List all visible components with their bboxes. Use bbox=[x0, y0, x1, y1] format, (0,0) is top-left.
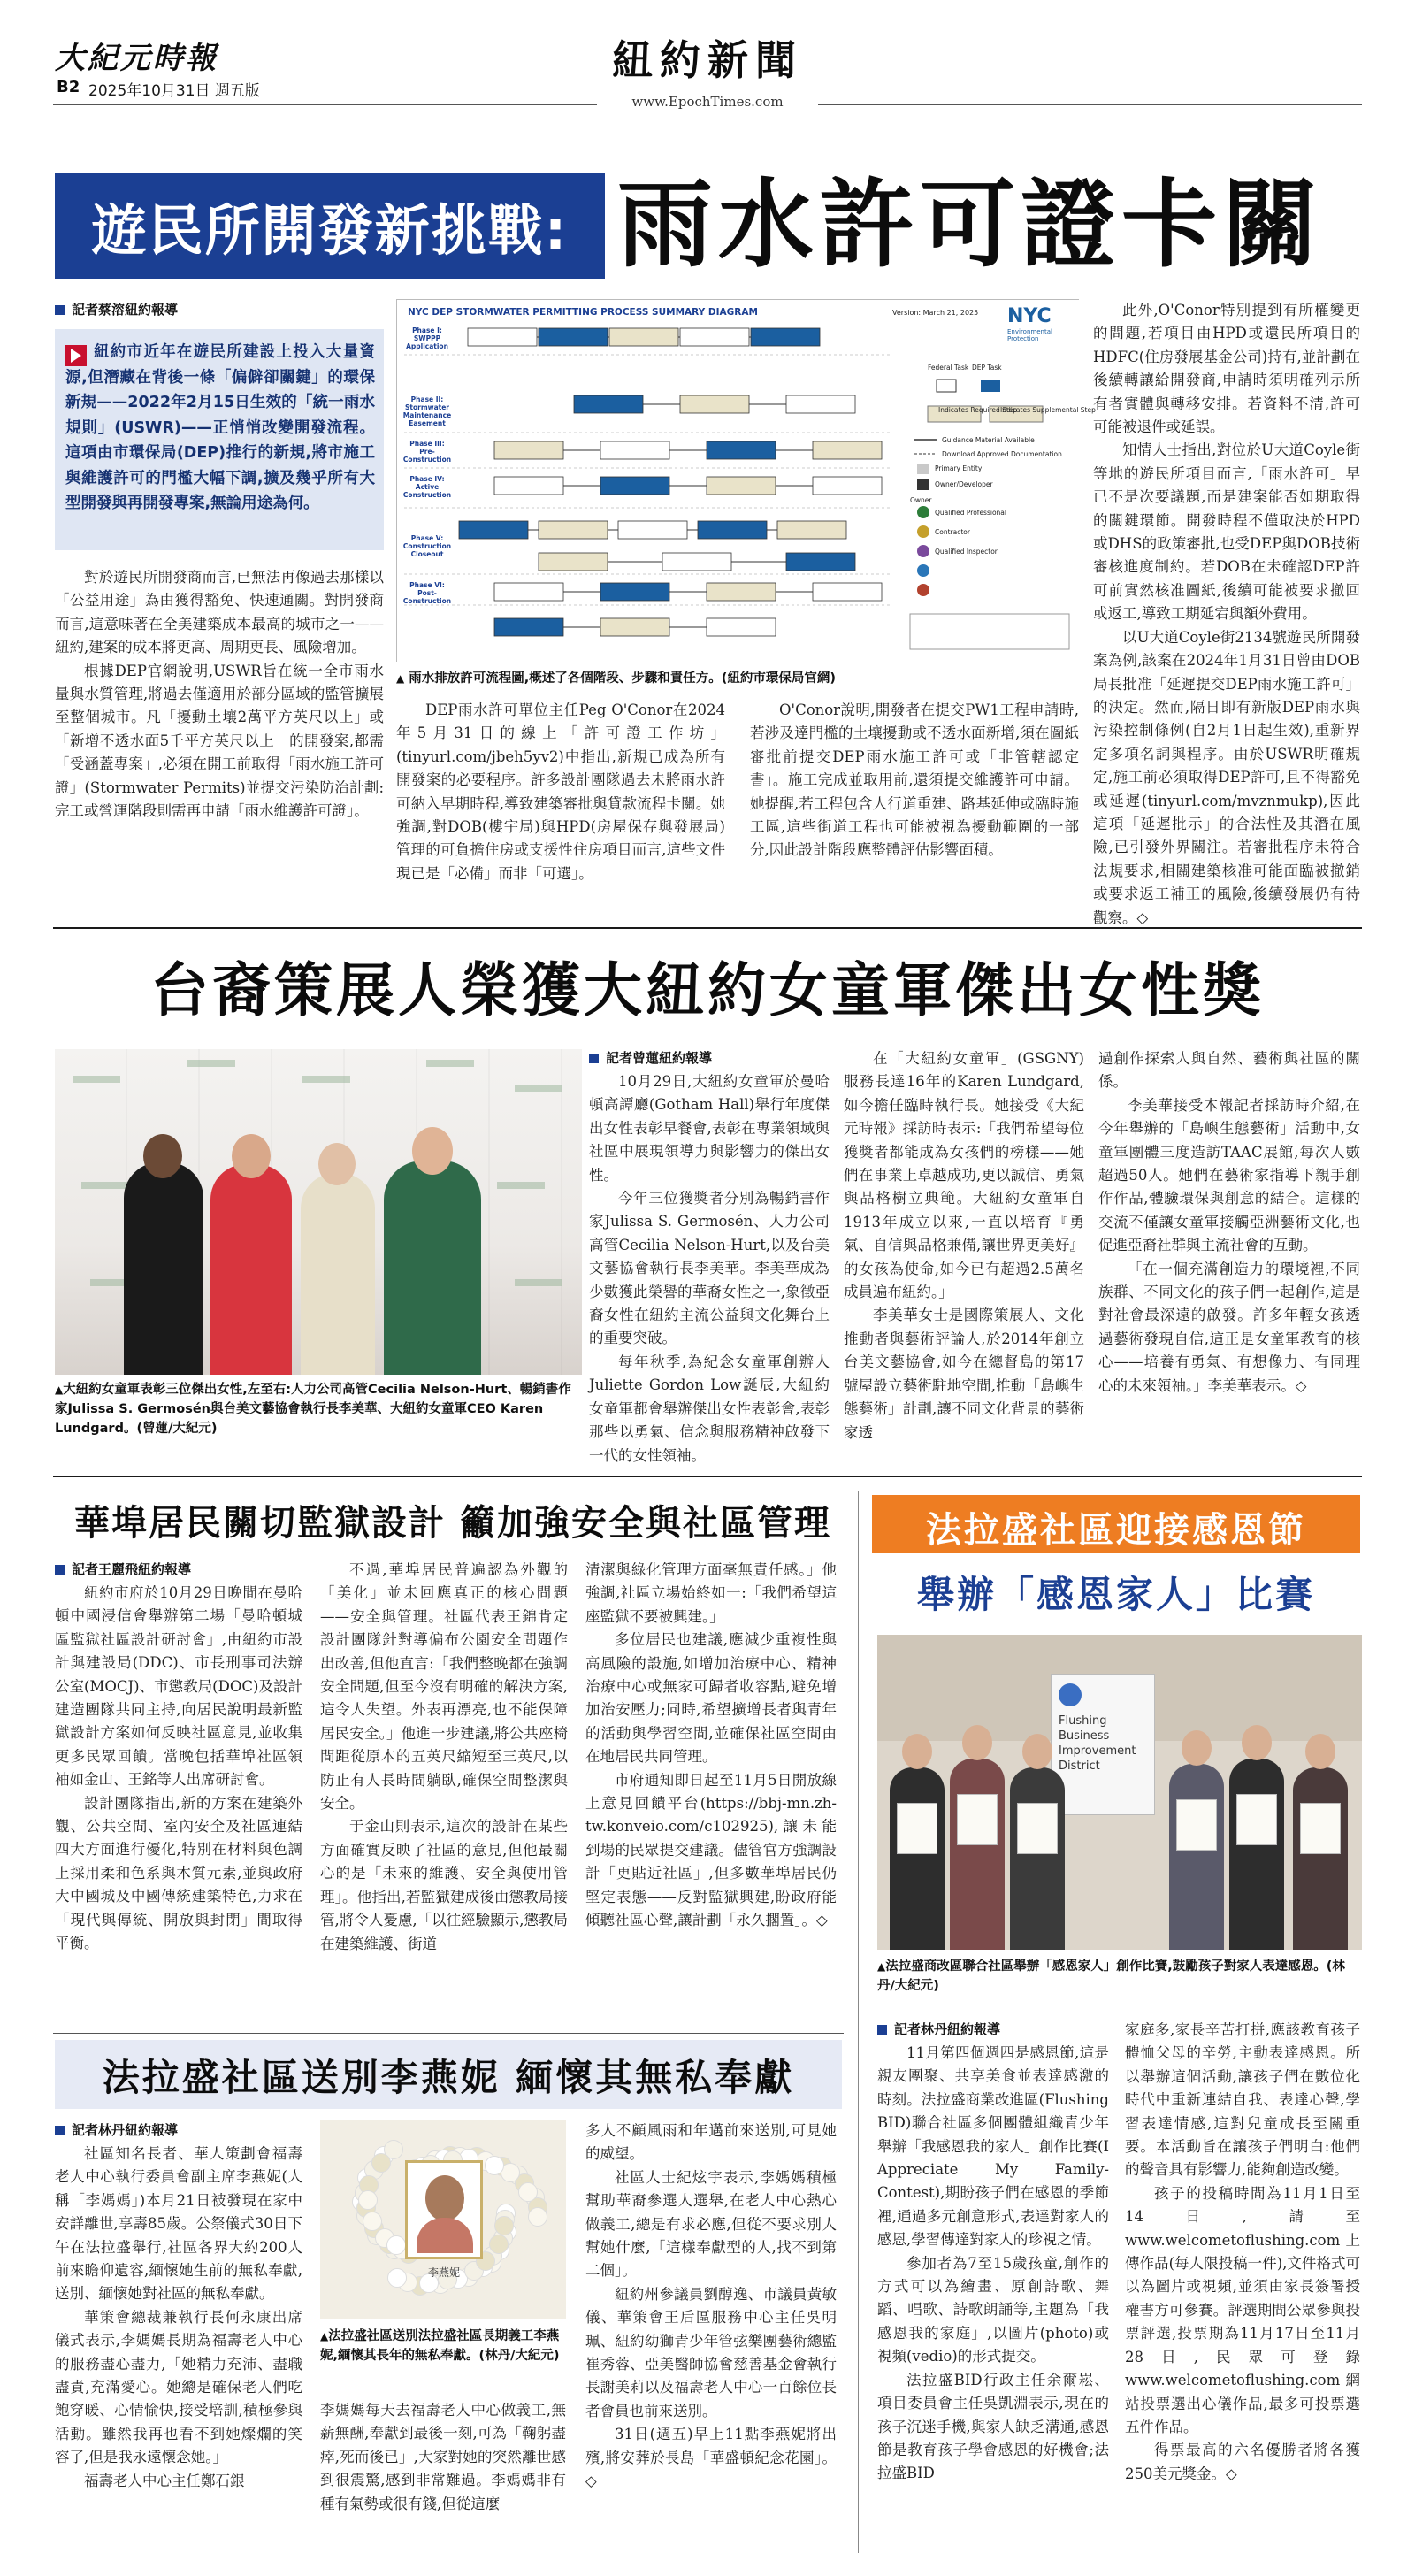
diagram-step-box bbox=[813, 441, 882, 459]
a4-byline: 記者林丹紐約報導 bbox=[55, 2120, 178, 2141]
certificate bbox=[1236, 1794, 1277, 1845]
person-silhouette bbox=[301, 1173, 375, 1375]
diagram-step-box bbox=[609, 328, 678, 346]
person-head bbox=[232, 1134, 271, 1178]
a3-col1: 紐約市府於10月29日晚間在曼哈頓中國浸信會舉辦第二場「曼哈頓城區監獄社區設計研討會」,由紐約市設計與建設局(DDC)、市長刑事司法辦公室(MOCJ)、市懲教局(DOC)及設計建造團隊共同主持,向居民說明最新監獄設計方案如何反映社區意見,並收集更多民眾回饋。當晚包括華埠社區領袖如金山、王銘等人出席研討會。 設計團隊指出,新的方案在建築外觀、公共空間、室內安全及社區連結四大方面進行優化,特別在材料與色調上採用柔和色系與木質元素,並與政府大中國城及中國傳統建築特色,力求在「現代與傳統、開放與封閉」間取得平衡。 bbox=[55, 1584, 302, 1952]
a4-col1: 社區知名長者、華人策劃會福壽老人中心執行委員會副主席李燕妮(人稱「李媽媽」)本月21日被發現在家中安詳離世,享壽85歲。公祭儀式30日下午在法拉盛舉行,社區各界大約200人前來瞻仰遺容,緬懷她生前的無私奉獻,送別、緬懷她對社區的無私奉獻。 華策會總裁兼執行長何永康出席儀式表示,李媽媽長期為福壽老人中心的服務盡心盡力,「她精力充沛、盡職盡責,充滿愛心。她總是確保老人們吃飽穿暖、心情愉快,接受培訓,積極參與活動。雖然我再也看不到她燦爛的笑容了,但是我永遠懷念她。」 福壽老人中心主任鄭石銀 bbox=[55, 2145, 302, 2489]
diagram-phase-label: Phase VI: Post-Construction bbox=[402, 581, 452, 605]
a1-lede: 紐約市近年在遊民所建設上投入大量資源,但潛藏在背後一條「偏僻卻關鍵」的環保新規——2022年2月15日生效的「統一雨水規則」(USWR)——正悄悄改變開發流程。這項由市環保局(DEP)推行的新規,將市施工與維護許可的門檻大幅下調,擴及幾乎所有大型開發與再開發專案,無論用途為何。 bbox=[65, 343, 375, 512]
person-silhouette bbox=[950, 1759, 1005, 1950]
diagram-step-box bbox=[539, 328, 608, 346]
diagram-step-box bbox=[539, 521, 608, 539]
backdrop-logo-mark bbox=[73, 1076, 120, 1083]
person-head bbox=[1305, 1734, 1335, 1769]
site-url[interactable]: www.EpochTimes.com bbox=[631, 94, 784, 110]
diagram-step-box bbox=[813, 583, 882, 601]
diagram-step-box bbox=[707, 618, 776, 636]
bid-banner bbox=[1051, 1674, 1155, 1815]
person-head bbox=[318, 1143, 356, 1185]
diagram-step-box bbox=[813, 477, 882, 494]
diagram-legend-label: Owner/Developer bbox=[935, 480, 993, 488]
dep-logo-text: Environmental Protection bbox=[1007, 328, 1052, 342]
flower-decoration bbox=[371, 2153, 391, 2173]
a1-lede-box bbox=[55, 329, 384, 550]
certificate bbox=[897, 1803, 937, 1854]
memorial-portrait bbox=[405, 2160, 483, 2259]
a4-col3: 多人不顧風雨和年邁前來送別,可見她的威望。 社區人士紀炫宇表示,李媽媽積極幫助華裔參選人選舉,在老人中心熱心做義工,總是有求必應,但從不要求別人幫她什麼,「這樣奉獻型的人,找不到第二個」。 紐約州參議員劉醇逸、市議員黃敏儀、華策會王后區服務中心主任吳明珮、紐約幼獅青少年管弦樂團藝術總監崔秀蓉、亞美醫師協會慈善基金會執行長謝美莉以及福壽老人中心一百餘位長者會員也前來送別。 31日(週五)早上11點李燕妮將出殯,將安葬於長島「華盛頓紀念花園」。◇ bbox=[585, 2122, 837, 2490]
nyc-logo: NYC bbox=[1007, 305, 1052, 327]
section-title: 紐約新聞 bbox=[612, 36, 803, 84]
newspaper-logo: 大紀元時報 bbox=[55, 41, 218, 76]
flower-decoration bbox=[485, 2156, 504, 2175]
a1-byline: 記者蔡溶紐約報導 bbox=[55, 299, 178, 320]
diagram-step-box bbox=[786, 553, 855, 571]
a1-col4: 此外,O'Conor特別提到有所權變更的問題,若項目由HPD或還民所項目的HDFC(住房發展基金公司)持有,並計劃在後續轉讓給開發商,申請時須明確列示所有者實體與轉移安排。若資料不清,許可可能被退件或延誤。 知情人士指出,對位於U大道Coyle街等地的遊民所項目而言,「雨水許可」早已不是次要議題,而是建案能否如期取得的關鍵環節。開發時程不僅取決於HPD或DHS的政策審批,也受DEP與DOB技術審核進度制約。若DOB在未確認DEP許可前實然核准圖紙,後續可能被要求撤回或返工,導致工期延宕與額外費用。 以U大道Coyle街2134號遊民所開發案為例,該案在2024年1月31日曾由DOB局長批准「延遲提交DEP雨水施工許可」的決定。然而,隔日即有新版DEP雨水與污染控制條例(自2月1日起生效),重新界定多項名詞與程序。由於USWR明確規定,施工前必須取得DEP許可,且不得豁免或延遲(tinyurl.com/mvznmukp),因此這項「延遲批示」的合法性及其潛在風險,已引發外界關注。若審批程序未符合法規要求,相關建築核准可能面臨被撤銷或要求返工補正的風險,後續發展仍有待觀察。◇ bbox=[1093, 302, 1360, 926]
flower-decoration bbox=[494, 2216, 514, 2235]
backdrop-logo-mark bbox=[302, 1076, 350, 1083]
a1-col1: 對於遊民所開發商而言,已無法再像過去那樣以「公益用途」為由獲得豁免、快速通關。對開發商而言,這意味著在全美建築成本最高的城市之一——紐約,建案的成本將更高、周期更長、風險增加。 根據DEP官網說明,USWR旨在統一全市雨水量與水質管理,將過去僅適用於部分區域的監管擴展至整個城市。凡「擾動土壤2萬平方英尺以上」或「新增不透水面5千平方英尺以上」的開發案,都需「受涵蓋專案」,必須在開工前取得「雨水施工許可證」(Stormwater Permits)並提交污染防治計劃:完工或營運階段則需再申請「雨水維護許可證」。 bbox=[55, 569, 384, 820]
flower-decoration bbox=[528, 2207, 547, 2227]
a5-caption: ▲法拉盛商改區聯合社區舉辦「感恩家人」創作比賽,鼓勵孩子對家人表達感恩。(林丹/大紀元) bbox=[877, 1959, 1345, 1993]
diagram-step-box bbox=[680, 395, 749, 413]
diagram-legend-label: Indicates Required Step bbox=[938, 406, 1018, 414]
person-silhouette bbox=[890, 1767, 945, 1950]
backdrop-logo-mark bbox=[515, 1085, 562, 1092]
a2-photo bbox=[55, 1049, 582, 1375]
banner-text: District bbox=[1059, 1760, 1100, 1773]
diagram-step-box bbox=[698, 521, 767, 539]
diagram-step-box bbox=[494, 583, 563, 601]
diagram-version: Version: March 21, 2025 bbox=[892, 309, 979, 317]
a2-col3: 過創作探索人與自然、藝術與社區的關係。 李美華接受本報記者採訪時介紹,在今年舉辦的「島嶼生態藝術」活動中,女童軍團體三度造訪TAAC展館,每次人數超過50人。她們在藝術家指導下親手創作作品,體驗環保與創意的結合。這樣的交流不僅讓女童軍接觸亞洲藝術文化,也促進亞裔社群與主流社會的互動。 「在一個充滿創造力的環境裡,不同族群、不同文化的孩子們一起創作,這是對社會最深遠的啟發。許多年輕女孩透過藝術發現自信,這正是女童軍教育的核心——培養有勇氣、有想像力、有同理心的未來領袖。」李美華表示。◇ bbox=[1098, 1050, 1360, 1394]
person-head bbox=[1182, 1730, 1212, 1766]
diagram-step-box bbox=[786, 395, 855, 413]
person-silhouette bbox=[124, 1162, 203, 1375]
diagram-step-box bbox=[459, 521, 528, 539]
banner-text: Flushing bbox=[1059, 1714, 1107, 1728]
certificate bbox=[1017, 1803, 1058, 1854]
backdrop-logo-mark bbox=[81, 1182, 129, 1189]
diagram-step-box bbox=[618, 521, 687, 539]
diagram-legend-label: Qualified Professional bbox=[935, 509, 1006, 517]
person-head bbox=[1242, 1725, 1272, 1760]
issue-date: 2025年10月31日 週五版 bbox=[88, 82, 260, 100]
a3-col2: 不過,華埠居民普遍認為外觀的「美化」並未回應真正的核心問題——安全與管理。社區代表王錦肯定設計團隊針對導偏布公園安全問題作出改善,但他直言:「我們整晚都在強調安全問題,但至今沒有明確的解決方案,這令人失望。外表再漂亮,也不能保障居民安全。」他進一步建議,將公共座椅間距從原本的五英尺縮短至三英尺,以防止有人長時間躺臥,確保空間整潔與安全。 于金山則表示,這次的設計在某些方面確實反映了社區的意見,但他最關心的是「未來的維護、安全與使用管理」。他指出,若監獄建成後由懲教局接管,將令人憂慮,「以往經驗顯示,懲教局在建築維護、街道 bbox=[320, 1561, 568, 1952]
diagram-step-box bbox=[680, 328, 749, 346]
diagram-step-box bbox=[707, 477, 776, 494]
diagram-step-box bbox=[494, 441, 563, 459]
person-head bbox=[143, 1134, 182, 1178]
a2-caption: ▲大紐約女童軍表彰三位傑出女性,左至右:人力公司高管Cecilia Nelson-Hurt、暢銷書作家Julissa S. Germosén與台美文藝協會執行長李美華、大紐約女童軍CEO Karen Lundgard。(曾蓮/大紀元) bbox=[55, 1383, 571, 1436]
diagram-step-box bbox=[600, 477, 669, 494]
a2-col1: 10月29日,大紐約女童軍於曼哈頓高譚廳(Gotham Hall)舉行年度傑出女性表彰早餐會,表彰在專業領域與社區中展現領導力與影響力的傑出女性。 今年三位獲獎者分別為暢銷書作家Julissa S. Germosén、人力公司高管Cecilia Nelson-Hurt,以及台美文藝協會執行長李美華。李美華成為少數獲此榮譽的華裔女性之一,象徵亞裔女性在紐約主流公益與文化舞台上的重要突破。 每年秋季,為紀念女童軍創辦人Juliette Gordon Low誕辰,大紐約女童軍都會舉辦傑出女性表彰會,表彰那些以勇氣、信念與服務精神啟發下一代的女性領袖。 bbox=[589, 1073, 830, 1464]
diagram-step-box bbox=[574, 395, 643, 413]
a2-col2: 在「大紐約女童軍」(GSGNY)服務長達16年的Karen Lundgard,如今擔任臨時執行長。她接受《大紀元時報》採訪時表示:「我們希望每位獲獎者都能成為女孩們的榜樣——她們在事業上卓越成功,更以誠信、勇氣與品格樹立典範。大紐約女童軍自1913年成立以來,一直以培育『勇氣、自信與品格兼備,讓世界更美好』的女孩為使命,如今已有超過2.5萬名成員遍布紐約。」 李美華女士是國際策展人、文化推動者與藝術評論人,於2014年創立台美文藝協會,如今在總督島的第17號屋設立藝術駐地空間,推動「島嶼生態藝術」計劃,讓不同文化背景的藝術家透 bbox=[844, 1050, 1084, 1441]
diagram-step-box bbox=[662, 553, 731, 571]
a5-col1: 11月第四個週四是感恩節,這是親友團聚、共享美食並表達感激的時刻。法拉盛商業改進區(Flushing BID)聯合社區多個團體組織青少年舉辦「我感恩我的家人」創作比賽(I Appreciate My Family-Contest),期盼孩子們在感恩的季節裡,通過多元創意形式,表達對家人的感恩,學習傳達對家人的珍視之情。 參加者為7至15歲孩童,創作的方式可以為繪畫、原創詩歌、舞蹈、唱歌、詩歌朗誦等,主題為「我感恩我的家庭」,以圖片(photo)或視頻(vedio)的形式提交。 法拉盛BID行政主任余爾崧、項目委員會主任吳凱淵表示,現在的孩子沉迷手機,與家人缺乏溝通,感恩節是教育孩子學會感恩的好機會;法拉盛BID bbox=[877, 2044, 1109, 2482]
a1-col2: DEP雨水許可單位主任Peg O'Conor在2024年5月31日的線上「許可證工作坊」(tinyurl.com/jbeh5yv2)中指出,新規已成為所有開發案的必要程序。許多設計團隊過去未將雨水許可納入早期時程,導致建築審批與貸款流程卡關。她強調,對DOB(樓宇局)與HPD(房屋保存與發展局)管理的可負擔住房或支援性住房項目而言,這些文件現已是「必備」而非「可選」。 bbox=[396, 702, 725, 882]
person-silhouette bbox=[1229, 1759, 1284, 1950]
person-head bbox=[902, 1734, 932, 1769]
stormwater-diagram bbox=[396, 299, 1096, 662]
diagram-phase-label: Phase II: Stormwater Maintenance Easement bbox=[402, 395, 452, 427]
person-silhouette bbox=[1010, 1767, 1065, 1950]
backdrop-logo-mark bbox=[187, 1060, 235, 1067]
flower-decoration bbox=[358, 2190, 378, 2210]
a1-headline-left: 遊民所開發新挑戰: bbox=[91, 197, 569, 263]
memorial-name: 李燕妮 bbox=[427, 2266, 460, 2279]
a1-headline-box bbox=[55, 172, 605, 279]
a5-headline-band bbox=[872, 1495, 1360, 1553]
diagram-step-box bbox=[707, 583, 776, 601]
flower-decoration bbox=[363, 2212, 382, 2231]
a4-photo bbox=[320, 2120, 566, 2319]
diagram-title: NYC DEP STORMWATER PERMITTING PROCESS SUMMARY DIAGRAM bbox=[408, 307, 758, 318]
certificate bbox=[1300, 1803, 1341, 1854]
a4-headline: 法拉盛社區送別李燕妮 緬懷其無私奉獻 bbox=[102, 2056, 795, 2099]
certificate bbox=[1176, 1799, 1217, 1851]
person-head bbox=[412, 1127, 453, 1175]
a1-caption: ▲ 雨水排放許可流程圖,概述了各個階段、步驟和責任方。(紐約市環保局官網) bbox=[396, 671, 837, 686]
diagram-legend-label: Guidance Material Available bbox=[942, 436, 1035, 444]
a5-headline-2: 舉辦「感恩家人」比賽 bbox=[916, 1573, 1315, 1616]
diagram-legend-label: Indicates Supplemental Step bbox=[1000, 406, 1096, 414]
backdrop-logo-mark bbox=[426, 1060, 474, 1067]
diagram-step-box bbox=[600, 618, 669, 636]
person-silhouette bbox=[384, 1161, 481, 1375]
diagram-step-box bbox=[600, 441, 669, 459]
a1-headline-right: 雨水許可證卡關 bbox=[617, 170, 1324, 280]
person-head bbox=[1022, 1734, 1052, 1769]
a1-col3: O'Conor說明,開發者在提交PW1工程申請時,若涉及達門檻的土壤擾動或不透水面新增,須在圖紙審批前提交DEP雨水施工許可或「非管轄認定書」。施工完成並取用前,還須提交維護許可申請。她提醒,若工程包含人行道重建、路基延伸或臨時施工區,這些街道工程也可能被視為擾動範圍的一部分,因此設計階段應整體評估影響面積。 bbox=[750, 702, 1079, 859]
diagram-step-box bbox=[777, 521, 846, 539]
a5-photo bbox=[877, 1635, 1362, 1950]
banner-text: Improvement bbox=[1059, 1744, 1136, 1758]
person-silhouette bbox=[1169, 1764, 1224, 1950]
a5-headline-1: 法拉盛社區迎接感恩節 bbox=[926, 1510, 1306, 1551]
diagram-step-box bbox=[494, 477, 563, 494]
a5-byline: 記者林丹紐約報導 bbox=[877, 2019, 1000, 2040]
diagram-step-box bbox=[468, 328, 537, 346]
a5-col2: 家庭多,家長辛苦打拼,應該教育孩子體恤父母的辛勞,主動表達感恩。所以舉辦這個活動,讓孩子們在數位化時代中重新連結自我、表達心聲,學習表達情感,這對兒童成長至關重要。本活動旨在讓孩子們明白:他們的聲音具有影響力,能夠創造改變。 孩子的投稿時間為11月1日至14日,請至www.welcometoflushing.com上傳作品(每人限投稿一件),文件格式可以為圖片或視頻,並須由家長簽署授權書方可參賽。評選期間公眾參與投票評選,投票期為11月17日至11月28日,民眾可登錄www.welcometoflushing.com網站投票選出心儀作品,最多可投票選五件作品。 得票最高的六名優勝者將各獲250美元獎金。◇ bbox=[1125, 2021, 1360, 2482]
diagram-legend-label: Contractor bbox=[935, 528, 970, 536]
diagram-step-box bbox=[539, 553, 608, 571]
backdrop-logo-mark bbox=[497, 1182, 545, 1189]
diagram-legend-label: Download Approved Documentation bbox=[942, 450, 1062, 458]
a4-headline-band bbox=[55, 2040, 842, 2109]
diagram-step-box bbox=[600, 583, 669, 601]
page-number: B2 bbox=[57, 78, 80, 96]
diagram-phase-label: Phase I: SWPPP Application bbox=[406, 326, 448, 350]
a3-col3: 清潔與綠化管理方面毫無責任感。」他強調,社區立場始終如一:「我們希望這座監獄不要被興建。」 多位居民也建議,應減少重複性與高風險的設施,如增加治療中心、精神治療中心或無家可歸者收容點,避免增加治安壓力;同時,希望擴增長者與青年的活動與學習空間,並確保社區空間由在地居民共同管理。 市府通知即日起至11月5日開放線上意見回饋平台(https://bbj-mn.zh-tw.konveio.com/c102925),讓未能到場的民眾提交建議。儘管官方強調設計「更貼近社區」,但多數華埠居民仍堅定表態——反對監獄興建,盼政府能傾聽社區心聲,讓計劃「永久擱置」。◇ bbox=[585, 1561, 837, 1929]
a4-col2: 李媽媽每天去福壽老人中心做義工,無薪無酬,奉獻到最後一刻,可為「鞠躬盡瘁,死而後已」,大家對她的突然離世感到很震驚,感到非常難過。李媽媽非有種有氣勢或很有錢,但從這麼 bbox=[320, 2402, 566, 2512]
diagram-step-box bbox=[494, 618, 563, 636]
diagram-phase-label: Phase IV: Active Construction bbox=[402, 475, 452, 499]
diagram-phase-label: Phase V: Construction Closeout bbox=[402, 534, 452, 558]
a3-headline: 華埠居民關切監獄設計 籲加強安全與社區管理 bbox=[74, 1503, 831, 1544]
person-head bbox=[962, 1725, 992, 1760]
person-silhouette bbox=[210, 1164, 292, 1375]
diagram-legend-label: Federal Task bbox=[928, 364, 969, 372]
diagram-legend-label: Primary Entity bbox=[935, 464, 983, 472]
a2-headline: 台裔策展人榮獲大紐約女童軍傑出女性獎 bbox=[150, 956, 1265, 1024]
a4-caption: ▲法拉盛社區送別法拉盛社區長期義工李燕妮,緬懷其長年的無私奉獻。(林丹/大紀元) bbox=[320, 2329, 560, 2363]
diagram-legend-label: Qualified Inspector bbox=[935, 548, 998, 556]
certificate bbox=[957, 1794, 998, 1845]
diagram-phase-label: Phase III: Pre-Construction bbox=[402, 440, 452, 464]
diagram-step-box bbox=[751, 328, 820, 346]
a3-byline: 記者王麗飛紐約報導 bbox=[55, 1559, 191, 1580]
a2-byline: 記者曾蓮紐約報導 bbox=[589, 1047, 712, 1069]
diagram-legend-label: Owner bbox=[910, 496, 932, 504]
person-silhouette bbox=[1293, 1767, 1348, 1950]
banner-text: Business bbox=[1059, 1729, 1110, 1743]
diagram-step-box bbox=[707, 441, 776, 459]
flower-decoration bbox=[489, 2235, 509, 2254]
diagram-legend-label: DEP Task bbox=[972, 364, 1002, 372]
backdrop-logo-mark bbox=[515, 1279, 562, 1286]
